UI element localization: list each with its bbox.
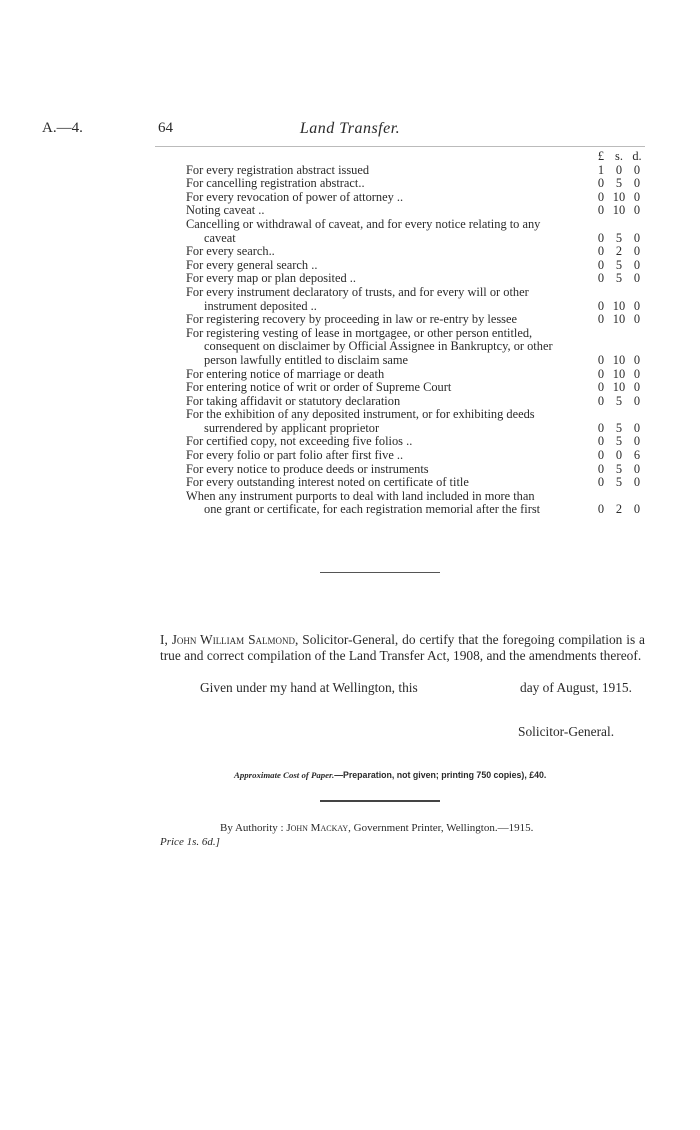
fee-description: caveat	[204, 231, 236, 245]
fee-description: For every registration abstract issued	[186, 163, 370, 177]
fee-amount	[586, 259, 646, 273]
fee-row-line	[186, 218, 646, 232]
fee-rows	[186, 164, 646, 517]
fee-shillings: 5	[615, 271, 623, 286]
signatory-title: Solicitor-General.	[518, 724, 615, 739]
fee-shillings: 10	[612, 366, 626, 381]
fee-pence: 0	[633, 380, 641, 395]
fee-shillings: 10	[612, 298, 626, 313]
fee-pounds: 0	[597, 461, 605, 476]
fee-amount	[586, 245, 646, 259]
fee-pence: 0	[633, 312, 641, 327]
fee-pounds: 1	[597, 162, 605, 177]
fee-amount	[586, 232, 646, 246]
fee-description: For every general search ..	[186, 258, 318, 272]
fee-amount	[586, 300, 646, 314]
fee-row-line	[186, 259, 646, 273]
fee-description: For taking affidavit or statutory declaration	[186, 394, 401, 408]
fee-pounds: 0	[597, 448, 605, 463]
certifier-name: John William Salmond	[171, 632, 296, 647]
fee-amount	[586, 272, 646, 286]
fee-row-line	[186, 503, 646, 517]
fee-description: instrument deposited ..	[204, 299, 317, 313]
fee-amount	[586, 368, 646, 382]
fee-shillings: 10	[612, 352, 626, 367]
fee-amount	[586, 395, 646, 409]
fee-row-line	[186, 490, 646, 504]
fee-pence: 0	[633, 461, 641, 476]
fee-description: For the exhibition of any deposited instrument, or for exhibiting deeds	[186, 408, 535, 422]
fee-shillings: 2	[615, 244, 623, 259]
fee-description: For entering notice of writ or order of Supreme Court	[186, 381, 452, 395]
series-reference: A.—4.	[42, 120, 83, 136]
fee-pounds: 0	[597, 475, 605, 490]
fee-shillings: 10	[612, 203, 626, 218]
fee-amount	[586, 177, 646, 191]
fee-pounds: 0	[597, 230, 605, 245]
fee-description: For every notice to produce deeds or instruments	[186, 462, 429, 476]
fee-amount	[586, 354, 646, 368]
fee-pence: 0	[633, 203, 641, 218]
fee-shillings: 5	[615, 230, 623, 245]
authority-prefix: By Authority :	[220, 822, 287, 834]
fee-row-line	[186, 368, 646, 382]
fee-pence: 0	[633, 393, 641, 408]
fee-description: consequent on disclaimer by Official Assignee in Bankruptcy, or other	[204, 340, 553, 354]
fee-pounds: 0	[597, 380, 605, 395]
fee-description: For every folio or part folio after first five ..	[186, 449, 404, 463]
fee-row-line	[186, 313, 646, 327]
fee-description: For certified copy, not exceeding five folios ..	[186, 435, 413, 449]
fee-description: For registering recovery by proceeding in law or re-entry by lessee	[186, 313, 517, 327]
fee-row-line	[186, 191, 646, 205]
page-number: 64	[158, 120, 173, 136]
fee-row-line	[186, 204, 646, 218]
fee-pounds: 0	[597, 203, 605, 218]
fee-description: For cancelling registration abstract..	[186, 177, 365, 191]
fee-row-line	[186, 408, 646, 422]
fee-amount	[586, 381, 646, 395]
fee-pounds: 0	[597, 312, 605, 327]
fee-shillings: 2	[615, 502, 623, 517]
fee-row-line	[186, 340, 646, 354]
certificate-body: , Solicitor-General, do certify that the foregoing compilation is a true and correct compilation of the Land Transfer Act, 1908, and the amendments thereof.	[160, 632, 646, 663]
fee-row-line	[186, 177, 646, 191]
fee-amount	[586, 313, 646, 327]
fee-amount	[586, 164, 646, 178]
fee-pounds: 0	[597, 189, 605, 204]
section-divider	[320, 572, 440, 573]
fee-row-line	[186, 435, 646, 449]
given-date: day of August, 1915.	[520, 680, 632, 695]
fee-shillings: 0	[615, 162, 623, 177]
fee-pence: 0	[633, 271, 641, 286]
fee-amount	[586, 204, 646, 218]
fee-pounds: 0	[597, 352, 605, 367]
fee-pence: 0	[633, 189, 641, 204]
fee-description: For registering vesting of lease in mortgagee, or other person entitled,	[186, 326, 533, 340]
price-note: Price 1s. 6d.]	[160, 836, 220, 848]
fee-description: person lawfully entitled to disclaim same	[204, 353, 409, 367]
fee-pounds: 0	[597, 257, 605, 272]
fee-pence: 0	[633, 257, 641, 272]
certificate-paragraph	[160, 632, 645, 664]
fee-row-line	[186, 245, 646, 259]
footer-rule	[320, 800, 440, 802]
fee-shillings: 5	[615, 176, 623, 191]
fee-pence: 0	[633, 176, 641, 191]
fee-pence: 0	[633, 298, 641, 313]
fee-pence: 0	[633, 434, 641, 449]
fee-description: When any instrument purports to deal with land included in more than	[186, 489, 535, 503]
header-rule	[155, 146, 645, 147]
fee-pence: 0	[633, 366, 641, 381]
fee-shillings: 0	[615, 448, 623, 463]
fee-pence: 0	[633, 352, 641, 367]
printer-name: John Mackay	[286, 822, 349, 834]
fee-pence: 0	[633, 475, 641, 490]
fee-description: For entering notice of marriage or death	[186, 367, 385, 381]
fee-row-line	[186, 300, 646, 314]
fee-shillings: 5	[615, 434, 623, 449]
fee-shillings: 10	[612, 312, 626, 327]
cost-note	[234, 770, 546, 780]
fee-row-line	[186, 395, 646, 409]
fee-description: For every instrument declaratory of trusts, and for every will or other	[186, 285, 529, 299]
fee-shillings: 10	[612, 189, 626, 204]
fee-shillings: 5	[615, 475, 623, 490]
fee-pounds: 0	[597, 244, 605, 259]
fee-description: For every outstanding interest noted on certificate of title	[186, 476, 469, 490]
fee-pence: 0	[633, 162, 641, 177]
fee-amount	[586, 422, 646, 436]
fee-pounds: 0	[597, 434, 605, 449]
fee-pence: 0	[633, 230, 641, 245]
fee-description: Cancelling or withdrawal of caveat, and for every notice relating to any	[186, 217, 541, 231]
fee-pence: 6	[633, 448, 641, 463]
fee-amount	[586, 463, 646, 477]
fee-amount	[586, 503, 646, 517]
given-line: Given under my hand at Wellington, this	[200, 680, 418, 695]
fee-amount	[586, 449, 646, 463]
fee-row-line	[186, 476, 646, 490]
fee-shillings: 5	[615, 420, 623, 435]
page-title: Land Transfer.	[299, 120, 401, 137]
authority-suffix: , Government Printer, Wellington.—1915.	[348, 822, 534, 834]
fee-amount	[586, 191, 646, 205]
currency-header-row	[186, 150, 646, 164]
certificate-opening: I,	[160, 632, 172, 647]
authority-line	[220, 822, 533, 834]
fee-row-line	[186, 232, 646, 246]
fee-shillings: 5	[615, 257, 623, 272]
fee-row-line	[186, 354, 646, 368]
fee-pounds: 0	[597, 502, 605, 517]
fee-pounds: 0	[597, 298, 605, 313]
cost-text: —Preparation, not given; printing 750 copies), £40.	[334, 770, 547, 780]
fee-pence: 0	[633, 244, 641, 259]
fee-pounds: 0	[597, 420, 605, 435]
fee-row-line	[186, 286, 646, 300]
fee-shillings: 10	[612, 380, 626, 395]
fee-pounds: 0	[597, 176, 605, 191]
fee-schedule	[186, 150, 646, 517]
fee-pounds: 0	[597, 271, 605, 286]
fee-row-line	[186, 272, 646, 286]
fee-description: For every revocation of power of attorney ..	[186, 190, 404, 204]
fee-row-line	[186, 381, 646, 395]
pence-header: d.	[632, 149, 642, 163]
shillings-header: s.	[615, 149, 623, 163]
fee-pounds: 0	[597, 366, 605, 381]
fee-row-line	[186, 449, 646, 463]
fee-pence: 0	[633, 502, 641, 517]
fee-amount	[586, 476, 646, 490]
fee-shillings: 5	[615, 393, 623, 408]
fee-description: surrendered by applicant proprietor	[204, 421, 380, 435]
fee-description: For every search..	[186, 245, 275, 259]
fee-pence: 0	[633, 420, 641, 435]
pounds-header: £	[597, 149, 605, 163]
fee-amount	[586, 435, 646, 449]
fee-row-line	[186, 164, 646, 178]
fee-description: Noting caveat ..	[186, 204, 265, 218]
fee-description: one grant or certificate, for each registration memorial after the first	[204, 503, 541, 517]
fee-row-line	[186, 422, 646, 436]
fee-row-line	[186, 327, 646, 341]
fee-description: For every map or plan deposited ..	[186, 272, 356, 286]
fee-pounds: 0	[597, 393, 605, 408]
fee-row-line	[186, 463, 646, 477]
fee-shillings: 5	[615, 461, 623, 476]
cost-label: Approximate Cost of Paper.	[234, 770, 335, 780]
